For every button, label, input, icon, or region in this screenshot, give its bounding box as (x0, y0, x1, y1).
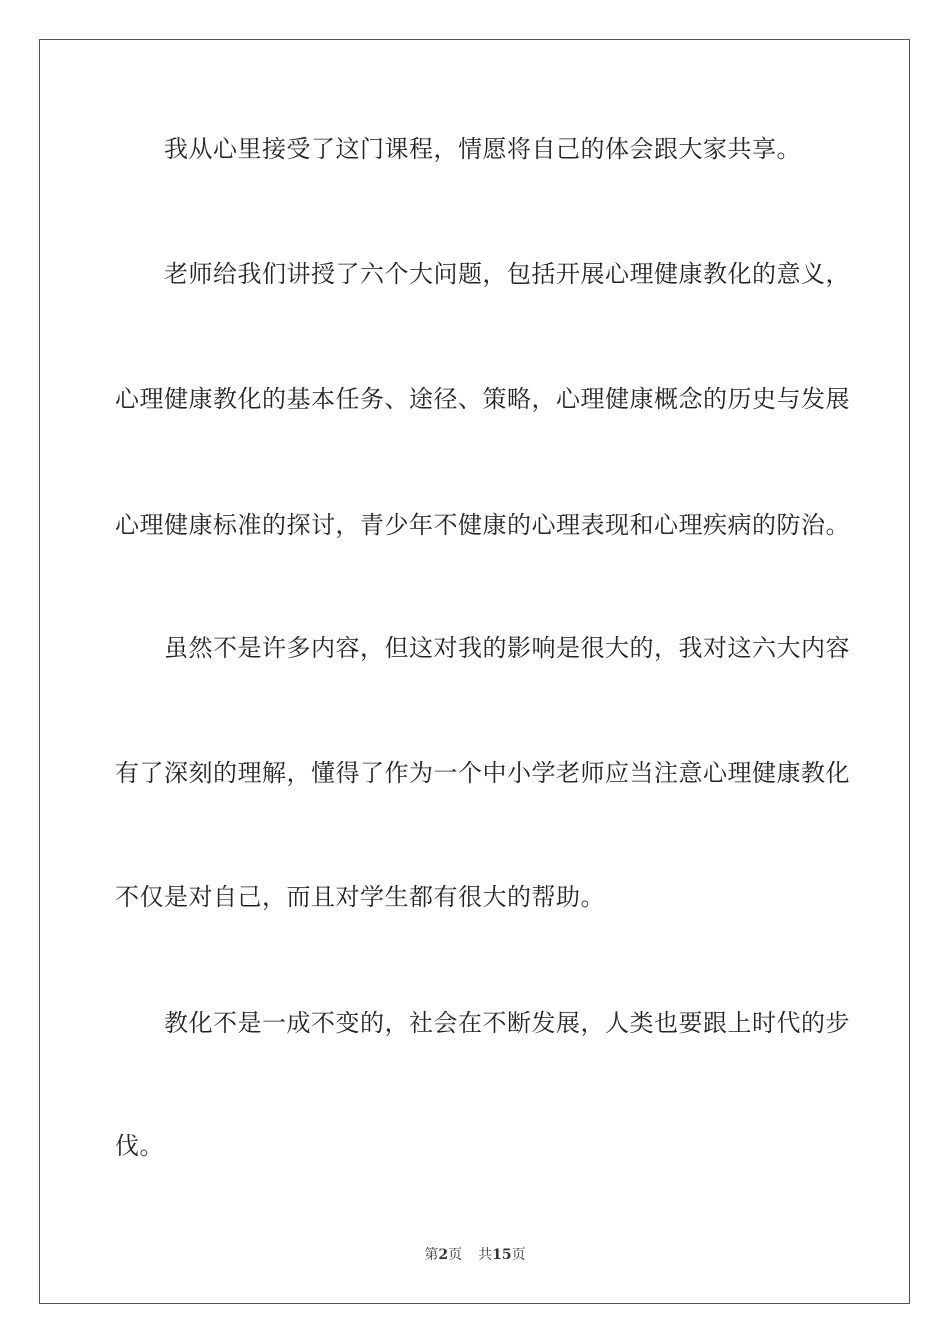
text-line-5: 虽然不是许多内容，但这对我的影响是很大的，我对这六大内容 (164, 634, 850, 662)
page-border (39, 39, 910, 1304)
text-line-1: 我从心里接受了这门课程，情愿将自己的体会跟大家共享。 (164, 135, 801, 163)
footer-total-pages: 15 (492, 1247, 512, 1263)
page-footer (0, 1246, 950, 1264)
footer-total-suffix: 页 (511, 1247, 526, 1263)
text-line-7: 不仅是对自己，而且对学生都有很大的帮助。 (115, 883, 605, 911)
text-line-2: 老师给我们讲授了六个大问题，包括开展心理健康教化的意义， (164, 260, 850, 288)
text-line-9: 伐。 (115, 1132, 164, 1160)
text-line-6: 有了深刻的理解，懂得了作为一个中小学老师应当注意心理健康教化 (115, 759, 850, 787)
text-line-8: 教化不是一成不变的，社会在不断发展，人类也要跟上时代的步 (164, 1009, 850, 1037)
text-line-3: 心理健康教化的基本任务、途径、策略，心理健康概念的历史与发展 (115, 385, 850, 413)
footer-current-page: 2 (438, 1247, 449, 1263)
text-line-4: 心理健康标准的探讨，青少年不健康的心理表现和心理疾病的防治。 (115, 511, 850, 539)
footer-page-suffix: 页 (448, 1247, 463, 1263)
footer-total-prefix: 共 (478, 1247, 493, 1263)
footer-page-prefix: 第 (424, 1247, 439, 1263)
